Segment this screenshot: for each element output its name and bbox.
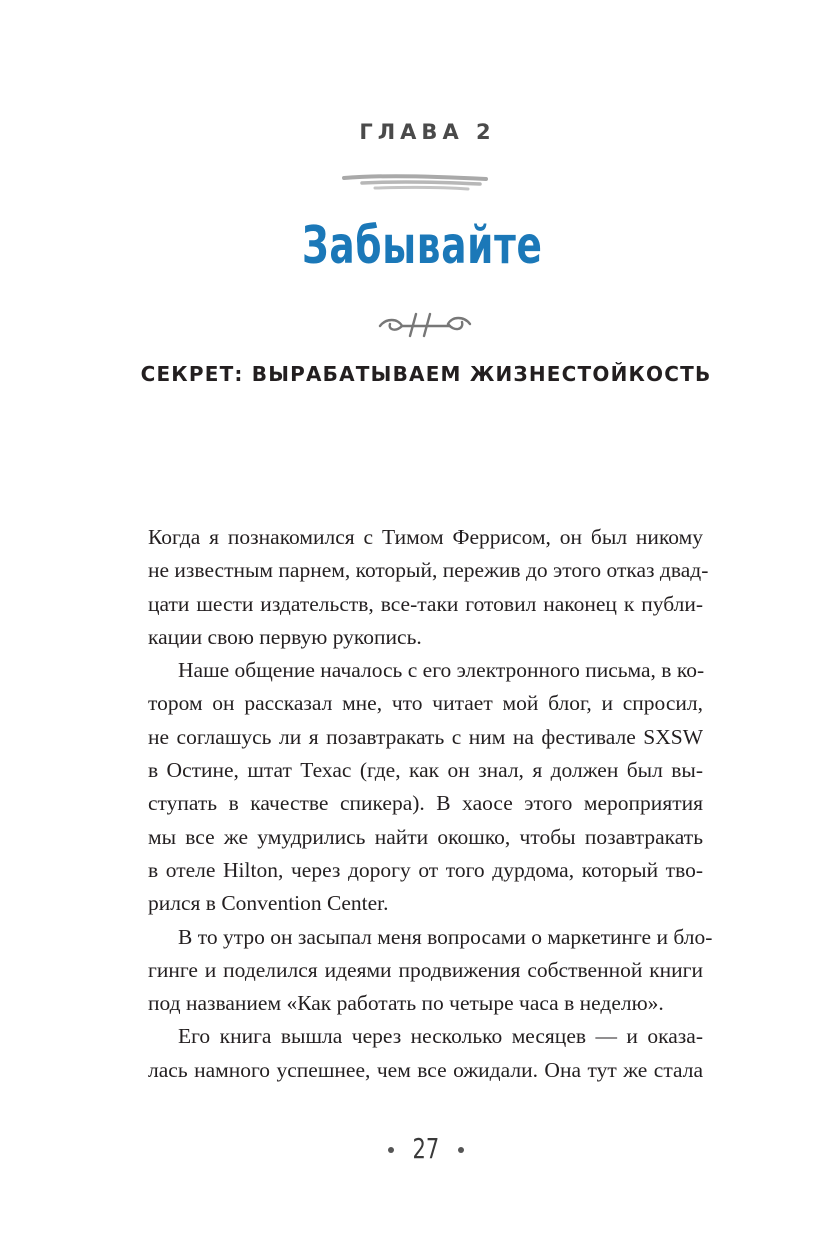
bullet-dot-icon <box>458 1147 464 1153</box>
text-line: в Остине, штат Техас (где, как он знал, я должен был вы- <box>148 758 703 783</box>
text-line: Когда я познакомился с Тимом Феррисом, он был никому <box>148 525 703 549</box>
paragraph <box>148 1020 703 1087</box>
text-line: гинге и поделился идеями продвижения собственной книги <box>148 957 703 982</box>
text-line: тором он рассказал мне, что читает мой блог, и спросил, <box>148 691 703 716</box>
brush-stroke-divider <box>340 170 490 194</box>
text-line: В то утро он засыпал меня вопросами о маркетинге и бло- <box>178 924 713 949</box>
page-number-value: 27 <box>412 1132 440 1165</box>
chapter-title: Забывайте <box>302 216 543 276</box>
text-line: не соглашусь ли я позавтракать с ним на фестивале SXSW <box>148 724 703 749</box>
paragraph <box>148 921 713 1021</box>
text-line: под названием «Как работать по четыре часа в неделю». <box>148 991 664 1016</box>
bullet-dot-icon <box>388 1147 394 1153</box>
ornament-flourish-icon <box>376 306 474 342</box>
paragraph <box>148 654 703 920</box>
text-line: лась намного успешнее, чем все ожидали. Она тут же стала <box>148 1057 703 1082</box>
text-line: Его книга вышла через несколько месяцев — и оказа- <box>178 1024 703 1049</box>
text-line: ступать в качестве спикера). В хаосе этого мероприятия <box>148 791 703 816</box>
page-number <box>0 1132 833 1165</box>
text-line: Наше общение началось с его электронного письма, в ко- <box>178 658 705 683</box>
body-text <box>148 521 713 1087</box>
text-line: рился в Convention Center. <box>148 891 389 916</box>
chapter-subtitle: СЕКРЕТ: ВЫРАБАТЫВАЕМ ЖИЗНЕСТОЙКОСТЬ <box>140 362 712 386</box>
text-line: в отеле Hilton, через дорогу от того дурдома, который тво- <box>148 857 703 882</box>
text-line: мы все же умудрились найти окошко, чтобы позавтракать <box>148 824 703 849</box>
paragraph <box>148 521 709 654</box>
chapter-label: ГЛАВА 2 <box>359 120 496 144</box>
text-line: цати шести издательств, все-таки готовил наконец к публи- <box>148 591 703 616</box>
text-line: кации свою первую рукопись. <box>148 624 422 649</box>
text-line: не известным парнем, который, пережив до этого отказ двад- <box>148 558 709 583</box>
